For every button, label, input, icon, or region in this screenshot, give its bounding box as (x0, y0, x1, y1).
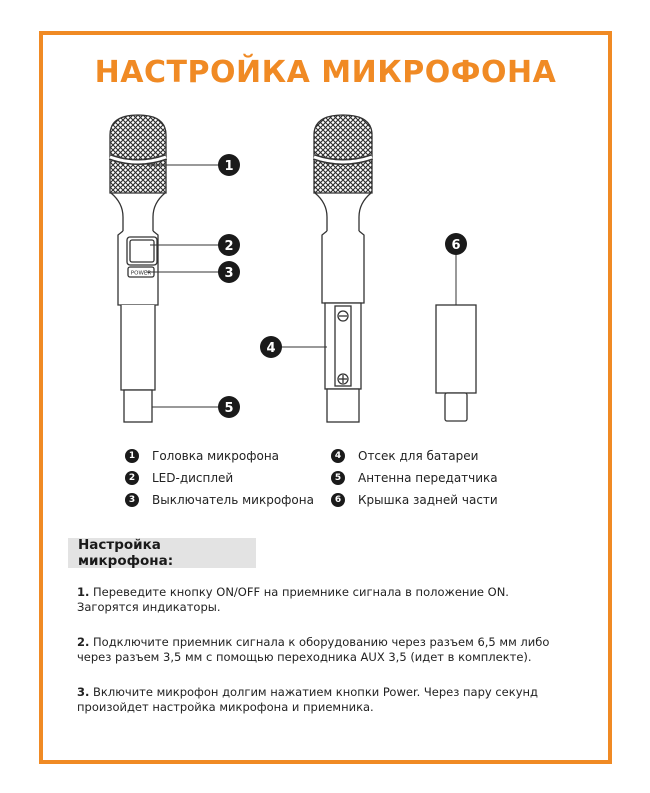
step-number: 3. (77, 685, 90, 699)
page-title: НАСТРОЙКА МИКРОФОНА (94, 55, 557, 90)
legend-number: 1 (125, 449, 139, 463)
legend-label: Крышка задней части (358, 493, 498, 507)
back-cover-connector (445, 393, 467, 421)
legend-item (125, 449, 279, 463)
back-cover-body (436, 305, 476, 393)
legend-item (331, 493, 498, 507)
callout-4 (260, 336, 282, 358)
microphone-diagram (43, 35, 616, 455)
leader-lines (146, 165, 456, 407)
step-item (77, 585, 557, 615)
step-text: Переведите кнопку ON/OFF на приемнике сигнала в положение ON. Загорятся индикаторы. (77, 585, 509, 614)
legend-label: Выключатель микрофона (152, 493, 314, 507)
step-number: 2. (77, 635, 90, 649)
callout-2 (218, 234, 240, 256)
step-item (77, 685, 557, 715)
mic-grille-mesh (110, 115, 166, 193)
legend-item (331, 471, 498, 485)
svg-text:3: 3 (224, 266, 234, 281)
step-text: Подключите приемник сигнала к оборудованию через разъем 6,5 мм либо через разъем 3,5 мм с помощью переходника AUX 3,5 (идет в комплекте). (77, 635, 550, 664)
legend-item (125, 471, 233, 485)
svg-text:4: 4 (266, 341, 276, 356)
antenna-cap (124, 390, 152, 422)
legend-item (125, 493, 314, 507)
section-header: Настройка микрофона: (68, 538, 256, 568)
legend-number: 3 (125, 493, 139, 507)
callout-5 (218, 396, 240, 418)
callout-3 (218, 261, 240, 283)
legend-number: 6 (331, 493, 345, 507)
legend-item (331, 449, 478, 463)
legend-label: Антенна передатчика (358, 471, 498, 485)
callout-1 (218, 154, 240, 176)
legend-label: LED-дисплей (152, 471, 234, 485)
legend-label: Головка микрофона (152, 449, 280, 463)
microphone-front-illustration (110, 115, 166, 422)
svg-text:1: 1 (224, 159, 234, 174)
legend-number: 5 (331, 471, 345, 485)
legend-number: 2 (125, 471, 139, 485)
back-cover-illustration (436, 305, 476, 421)
mic2-antenna-cap (327, 389, 359, 422)
mic2-handle-upper (322, 231, 364, 303)
legend-label: Отсек для батареи (358, 449, 479, 463)
mic2-grille-mesh (314, 115, 372, 193)
svg-text:6: 6 (451, 238, 461, 253)
content-frame (39, 31, 612, 764)
callout-6 (445, 233, 467, 255)
step-number: 1. (77, 585, 90, 599)
microphone-open-illustration (314, 115, 372, 422)
mic-handle-lower (121, 305, 155, 390)
step-item (77, 635, 557, 665)
instruction-steps (77, 585, 557, 735)
power-label: POWER (130, 270, 152, 277)
svg-text:2: 2 (224, 239, 234, 254)
svg-text:5: 5 (224, 401, 234, 416)
legend-number: 4 (331, 449, 345, 463)
step-text: Включите микрофон долгим нажатием кнопки Power. Через пару секунд произойдет настройка микрофона и приемника. (77, 685, 538, 714)
